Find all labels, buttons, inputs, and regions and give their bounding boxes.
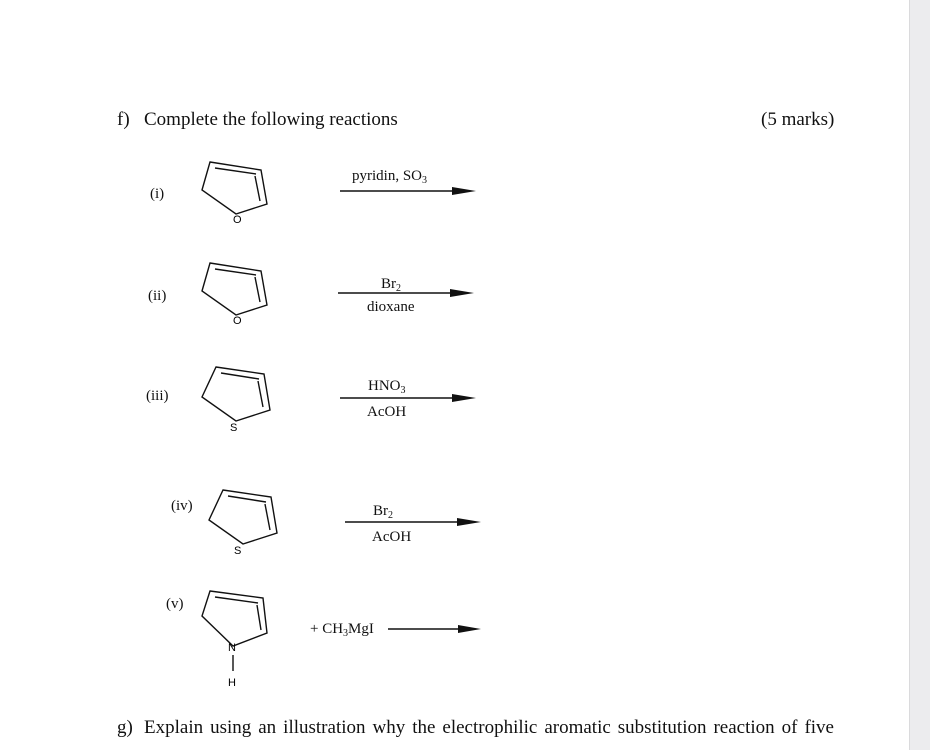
viewer-scrollbar[interactable] [910, 0, 930, 750]
reaction-4-number: (iv) [171, 498, 193, 514]
question-g-text: Explain using an illustration why the electrophilic aromatic substitution reaction of five [144, 717, 834, 738]
reaction-2-reagent-bottom: dioxane [367, 299, 415, 315]
reaction-4-thiophene-structure [203, 484, 283, 559]
reaction-2-reagent-top: $Br_2$ [381, 276, 401, 294]
reaction-3-arrow [340, 391, 480, 405]
reaction-4-reagent-bottom: AcOH [372, 529, 412, 545]
reaction-3-number: (iii) [146, 388, 169, 404]
reaction-1-furan-structure [196, 155, 276, 230]
reaction-5-number: (v) [166, 596, 184, 612]
reaction-1-reagent-top: pyridin, $SO_3$ [352, 168, 428, 186]
reaction-2-number: (ii) [148, 288, 167, 304]
reaction-5-reagent: + $CH_3MgI$ [310, 621, 374, 639]
reaction-3-thiophene-structure [196, 361, 276, 436]
question-f-text: Complete the following reactions [144, 109, 398, 130]
reaction-3-reagent-top: $HNO_3$ [368, 378, 406, 396]
reaction-2-furan-structure [196, 256, 276, 331]
reaction-2-heteroatom: O [233, 315, 242, 327]
reaction-5-pyrrole-structure [196, 583, 276, 693]
reaction-4-reagent-top: $Br_2$ [373, 503, 393, 521]
reaction-5-heteroatom: N [228, 642, 236, 654]
reaction-3-reagent-bottom: AcOH [367, 404, 407, 420]
reaction-4-heteroatom: S [234, 545, 242, 557]
reaction-3-heteroatom: S [230, 422, 238, 434]
question-g-label: g) [117, 717, 133, 738]
reaction-4-arrow [345, 515, 485, 529]
reaction-5-arrow [388, 622, 488, 636]
reaction-1-heteroatom: O [233, 214, 242, 226]
reaction-1-number: (i) [150, 186, 165, 202]
reaction-2-arrow [338, 286, 478, 300]
question-f-label: f) [117, 109, 130, 130]
reaction-5-n-hydrogen: H [228, 677, 236, 689]
question-f-marks: (5 marks) [761, 109, 835, 130]
reaction-1-arrow [340, 184, 480, 198]
